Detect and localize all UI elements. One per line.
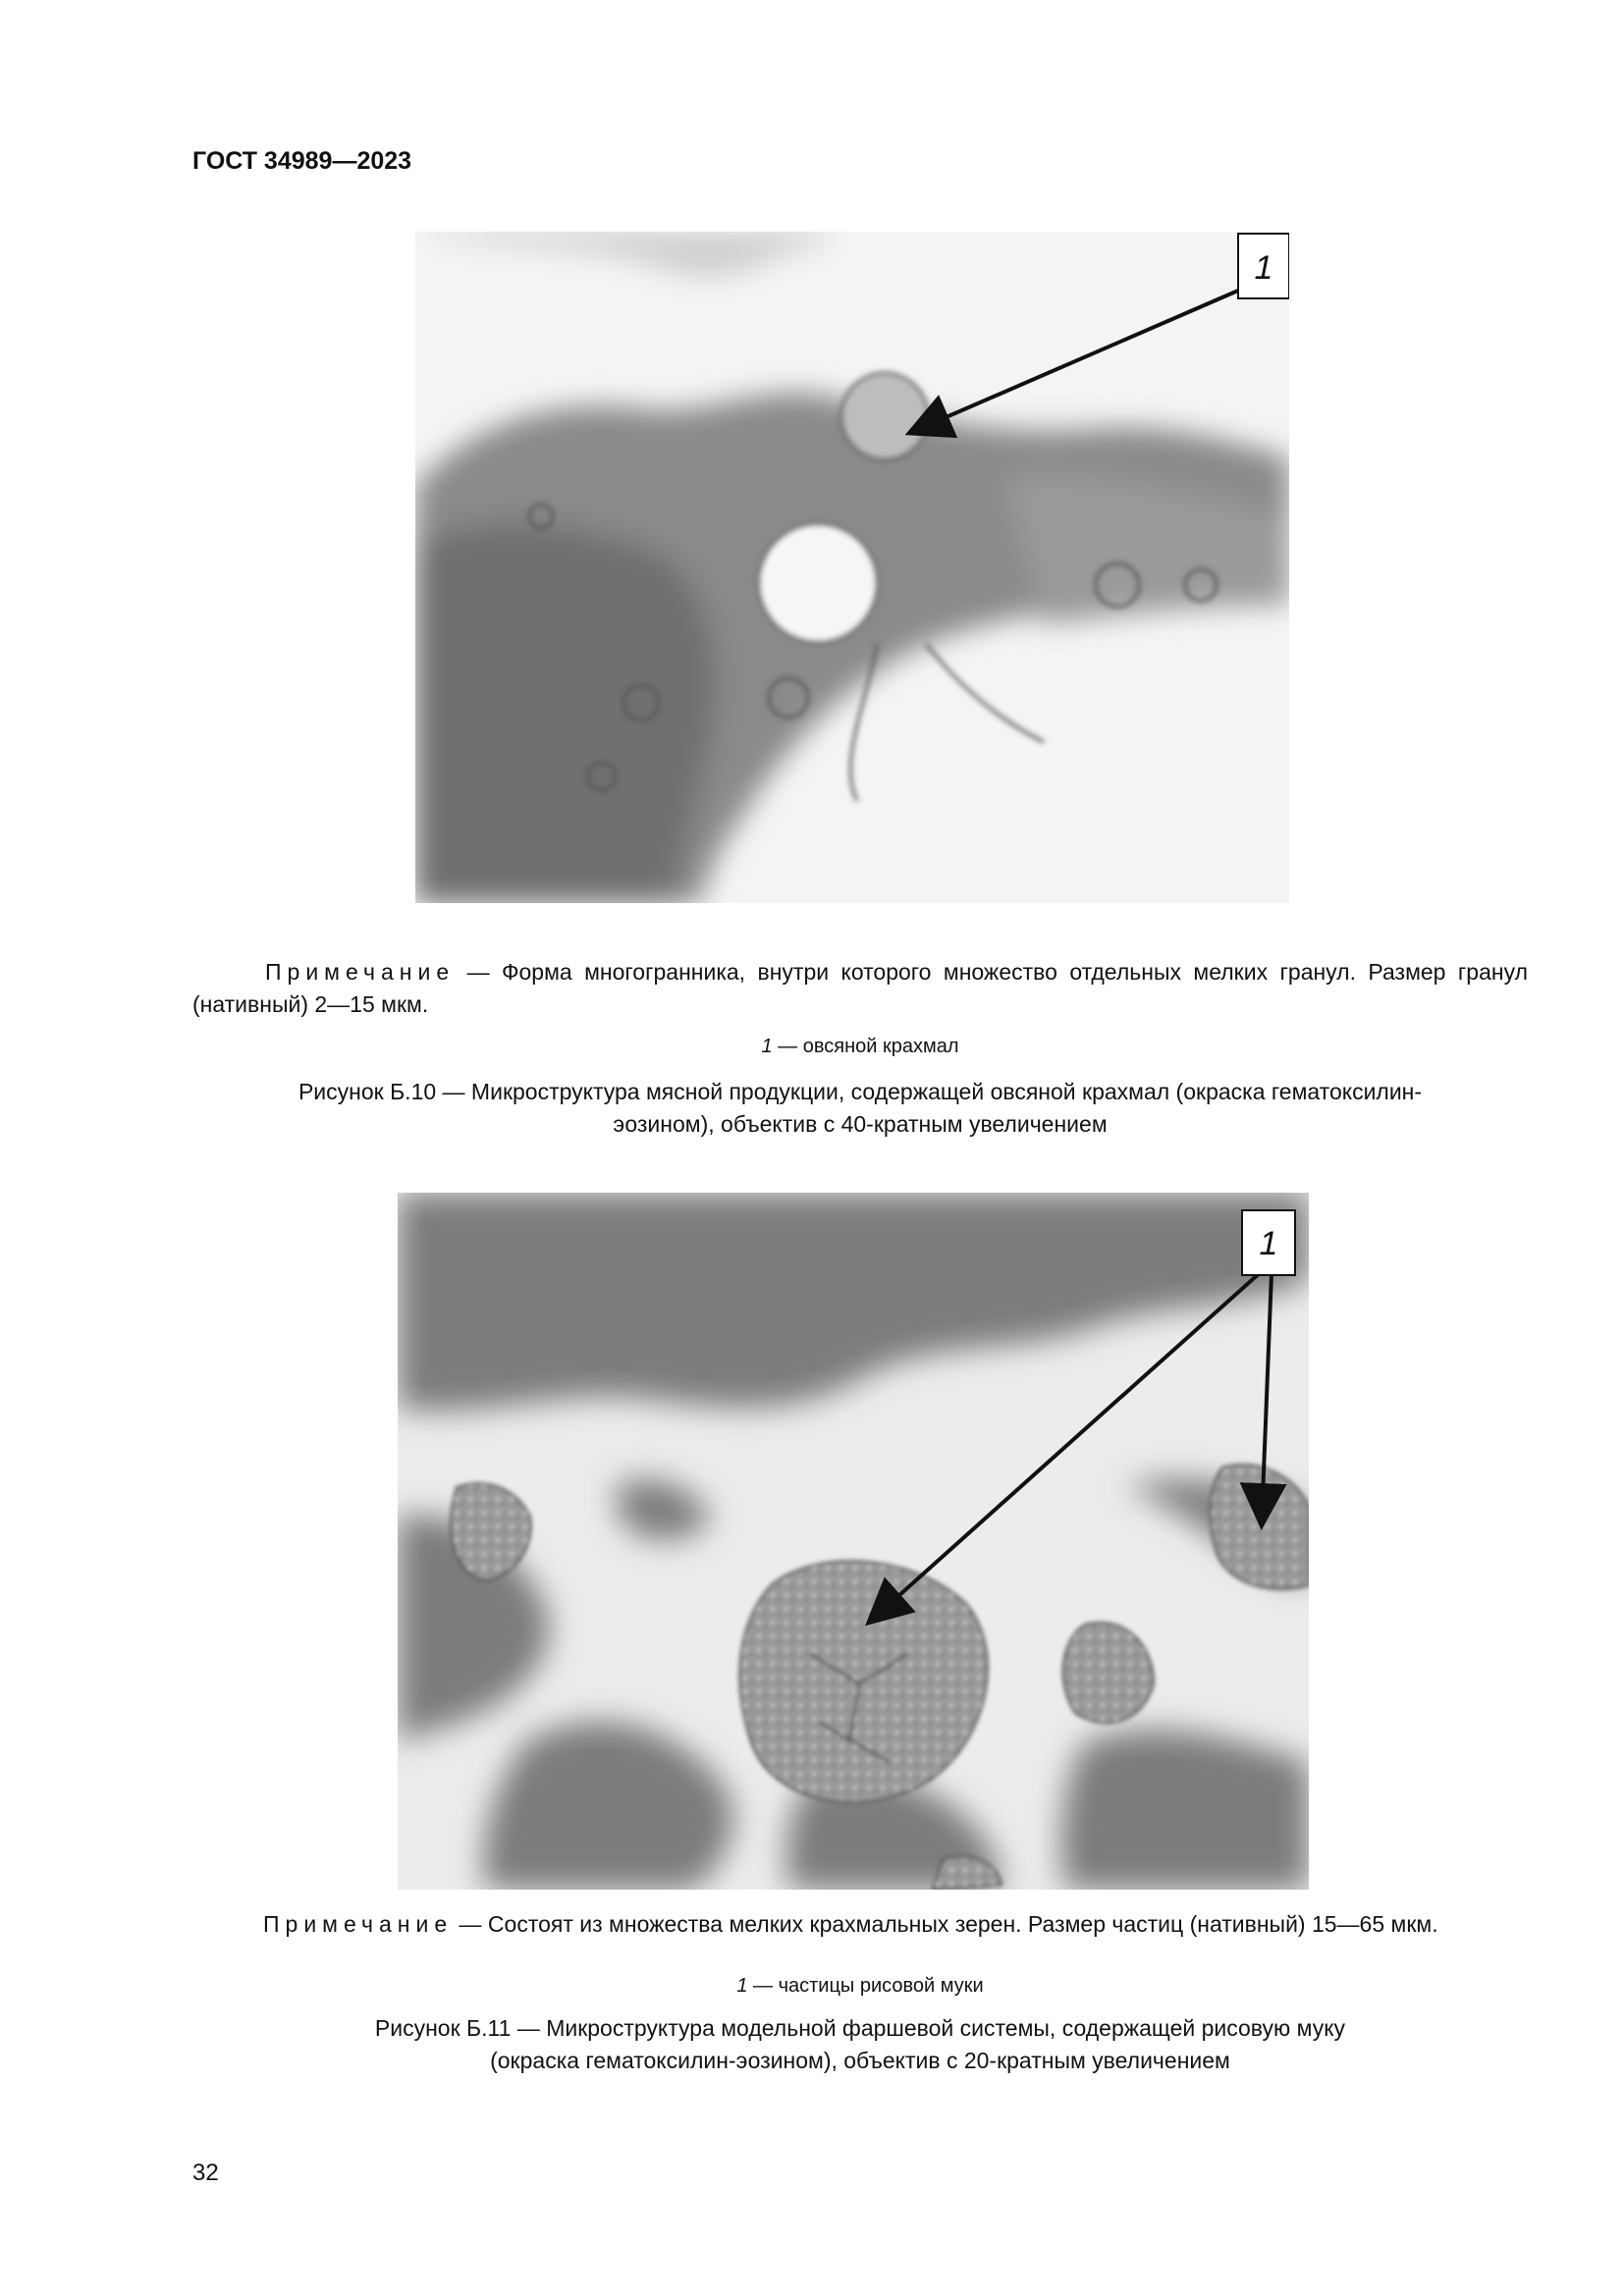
figure2-legend-text: — частицы рисовой муки <box>747 1975 984 1997</box>
page-number: 32 <box>192 2160 219 2186</box>
figure1-note-lead: Примечание <box>265 959 456 985</box>
figure1-legend-text: — овсяной крахмал <box>772 1036 959 1057</box>
figure2-legend <box>192 1975 1528 1998</box>
figure2-legend-number: 1 <box>736 1975 748 1997</box>
figure1-legend <box>192 1036 1528 1058</box>
micrograph-oat-starch <box>415 232 1289 903</box>
figure1-note <box>192 956 1528 1021</box>
figure2-caption-line1: Рисунок Б.11 — Микроструктура модельной фаршевой системы, содержащей рисовую муку <box>374 2015 1346 2041</box>
figure2-caption-line2: (окраска гематоксилин-эозином), объектив с 20-кратным увеличением <box>490 2048 1230 2073</box>
figure1-caption-line2: эозином), объектив с 40-кратным увеличением <box>613 1111 1108 1137</box>
figure2-caption <box>192 2012 1528 2077</box>
figure2-note-text: — Состоят из множества мелких крахмальных зерен. Размер частиц (нативный) 15—65 мкм. <box>453 1911 1438 1937</box>
document-header: ГОСТ 34989—2023 <box>192 147 412 175</box>
figure1-caption <box>192 1076 1528 1141</box>
figure1-callout-label: 1 <box>1254 249 1273 287</box>
figure2-note-lead: Примечание <box>263 1911 454 1937</box>
figure1-note-text: — Форма многогранника, внутри которого множество отдельных мелких гранул. Размер гранул (нативный) 2—15 мкм. <box>192 959 1528 1017</box>
figure2-note <box>263 1908 1540 1941</box>
figure1-legend-number: 1 <box>761 1036 773 1057</box>
figure1-caption-line1: Рисунок Б.10 — Микроструктура мясной продукции, содержащей овсяной крахмал (окраска гематоксилин- <box>298 1079 1423 1104</box>
micrograph-rice-flour <box>398 1193 1309 1890</box>
figure2-callout-label: 1 <box>1259 1225 1278 1262</box>
